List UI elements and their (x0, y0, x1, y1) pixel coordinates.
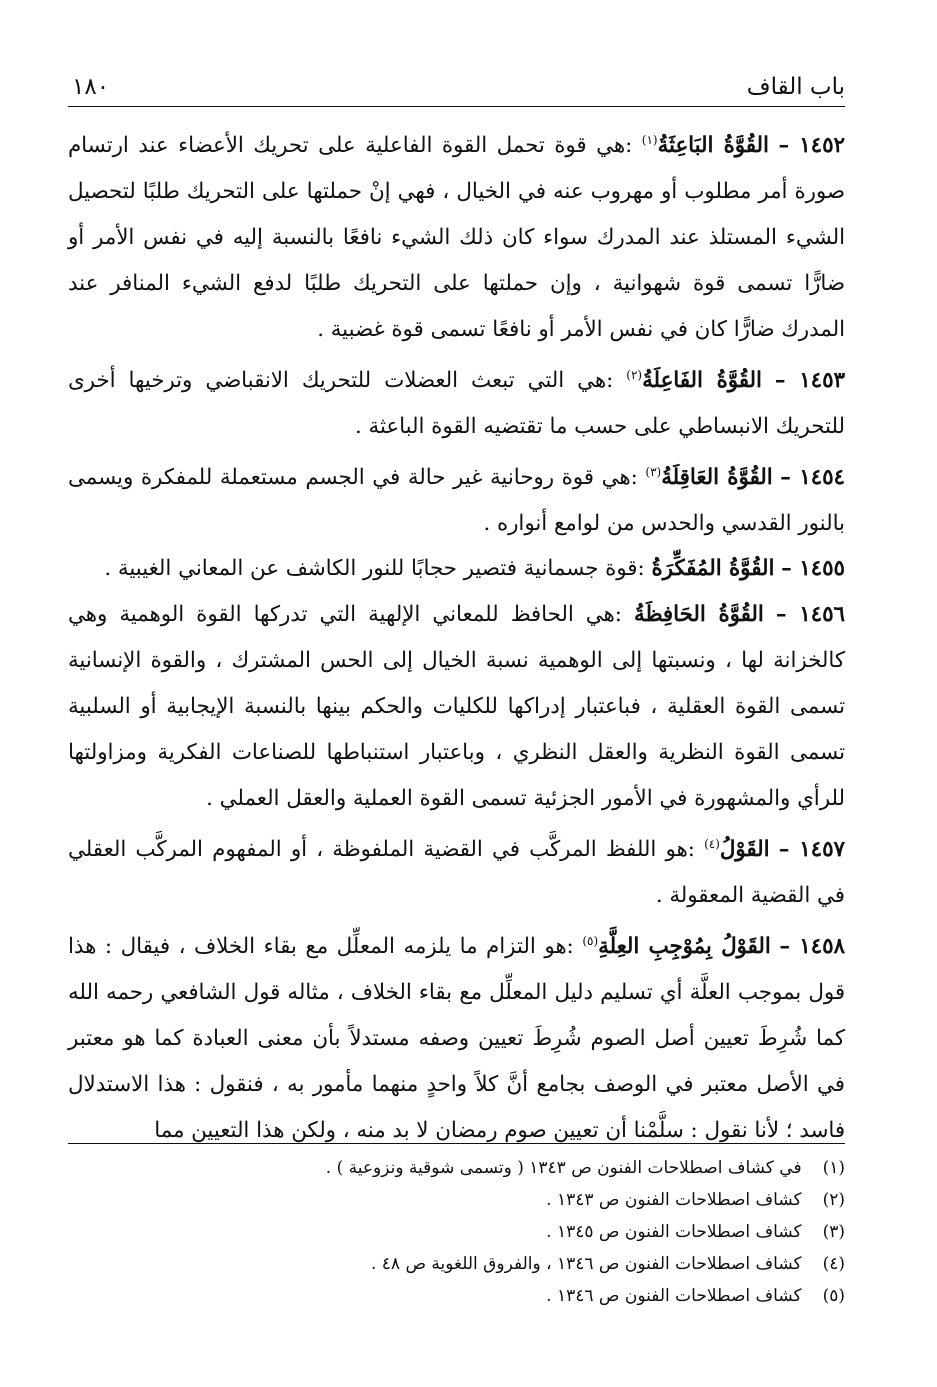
footnote-text: كشاف اصطلاحات الفنون ص ١٣٤٣ . (546, 1190, 802, 1210)
footnote (68, 1152, 845, 1184)
footnote-number: (٣) (822, 1222, 845, 1242)
footnote-number: (١) (822, 1158, 845, 1178)
entry-1455 (68, 546, 845, 592)
footnote-text: في كشاف اصطلاحات الفنون ص ١٣٤٣ ( وتسمى شوقية ونزوعية ) . (325, 1158, 802, 1178)
page-number: ١٨٠ (72, 74, 110, 100)
entry-definition: :هي قوة روحانية غير حالة في الجسم مستعملة للمفكرة ويسمى بالنور القدسي والحدس من لوامع أنواره . (68, 464, 845, 536)
entry-term: القَوْلُ بِمُوْجِبِ العِلَّةِ (598, 933, 771, 959)
footnotes (68, 1152, 845, 1312)
chapter-title: باب القاف (746, 74, 845, 100)
footnote-number: (٥) (822, 1286, 845, 1306)
footnote-text: كشاف اصطلاحات الفنون ص ١٣٤٦ . (546, 1286, 802, 1306)
entry-number: ١٤٥٥ – (781, 556, 845, 582)
entry-number: ١٤٥٧ – (778, 836, 845, 862)
footnote-text: كشاف اصطلاحات الفنون ص ١٣٤٦ ، والفروق اللغوية ص ٤٨ . (370, 1254, 802, 1274)
entry-term: القُوَّةُ الحَافِظَةُ (634, 602, 764, 628)
entry-number: ١٤٥٤ – (780, 464, 845, 490)
entry-definition: :قوة جسمانية فتصير حجابًا للنور الكاشف عن المعاني الغيبية . (104, 556, 645, 582)
entry-number: ١٤٥٣ – (774, 367, 845, 393)
entry-term: القُوَّةُ البَاعِثَةُ (657, 133, 769, 159)
entry-definition: :هي الحافظ للمعاني الإلهية التي تدركها القوة الوهمية وهي كالخزانة لها ، ونسبتها إلى الوهمية نسبة الخيال إلى الحس المشترك ، والقوة الإنسانية تسمى القوة العقلية ، فباعتبار إدراكها للكليات والحكم بينها بالنسبة الإيجابية أو السلبية تسمى القوة النظرية والعقل النظري ، وباعتبار استنباطها للصناعات الفكرية ومزاولتها للرأي والمشهورة في الأمور الجزئية تسمى القوة العملية والعقل العملي . (68, 602, 845, 811)
footnote-ref: (٤) (704, 836, 720, 851)
entry-definition: :هي قوة تحمل القوة الفاعلية على تحريك الأعضاء عند ارتسام صورة أمر مطلوب أو مهروب عنه في الخيال ، فهي إنْ حملتها على التحريك طلبًا لتحصيل الشيء المستلذ عند المدرك سواء كان ذلك الشيء نافعًا بالنسبة إليه في نفس الأمر أو ضارًّا تسمى قوة شهوانية ، وإن حملتها على التحريك طلبًا لدفع الشيء المنافر عند المدرك ضارًّا كان في نفس الأمر أو نافعًا تسمى قوة غضبية . (68, 133, 845, 342)
entry-number: ١٤٥٢ – (778, 133, 845, 159)
footnote (68, 1280, 845, 1312)
entry-term: القُوَّةُ العَاقِلَةُ (661, 464, 773, 490)
footnote-divider (68, 1143, 845, 1144)
entry-1457 (68, 822, 845, 919)
main-text (68, 118, 845, 1153)
footnote-text: كشاف اصطلاحات الفنون ص ١٣٤٥ . (546, 1222, 802, 1242)
entry-definition: :هي التي تبعث العضلات للتحريك الانقباضي وترخيها أخرى للتحريك الانبساطي على حسب ما تقتضيه القوة الباعثة . (68, 367, 845, 439)
entry-number: ١٤٥٨ – (779, 933, 845, 959)
entry-1452 (68, 118, 845, 353)
entry-term: القَوْلُ (719, 836, 770, 862)
footnote-ref: (٣) (645, 464, 662, 479)
entry-definition: :هو التزام ما يلزمه المعلِّل مع بقاء الخلاف ، فيقال : هذا قول بموجب العلَّة أي تسليم دليل المعلِّل مع بقاء الخلاف ، مثاله قول الشافعي رحمه الله كما شُرِطَ تعيين أصل الصوم شُرِطَ تعيين وصفه مستدلاً بأن معنى العبادة كما هو معتبر في الأصل معتبر في الوصف بجامع أنَّ كلاً واحدٍ منهما مأمور به ، فنقول : هذا الاستدلال فاسد ؛ لأنا نقول : سلَّمْنا أن تعيين صوم رمضان لا بد منه ، ولكن هذا التعيين مما (68, 933, 845, 1143)
footnote-ref: (١) (641, 133, 658, 147)
entry-term: القُوَّةُ الفَاعِلَةُ (642, 367, 762, 393)
entry-1453 (68, 353, 845, 450)
running-header (68, 70, 845, 107)
entry-1456 (68, 592, 845, 822)
footnote (68, 1248, 845, 1280)
footnote (68, 1216, 845, 1248)
footnote-ref: (٥) (582, 933, 599, 948)
footnote-ref: (٢) (626, 367, 643, 382)
entry-definition: :هو اللفظ المركَّب في القضية الملفوظة ، أو المفهوم المركَّب العقلي في القضية المعقولة . (68, 836, 845, 908)
entry-number: ١٤٥٦ – (775, 602, 845, 628)
footnote-number: (٤) (822, 1254, 845, 1274)
footnote-number: (٢) (822, 1190, 845, 1210)
footnote (68, 1184, 845, 1216)
entry-term: القُوَّةُ المُفَكِّرَةُ (651, 556, 775, 582)
entry-1454 (68, 450, 845, 547)
entry-1458 (68, 919, 845, 1154)
